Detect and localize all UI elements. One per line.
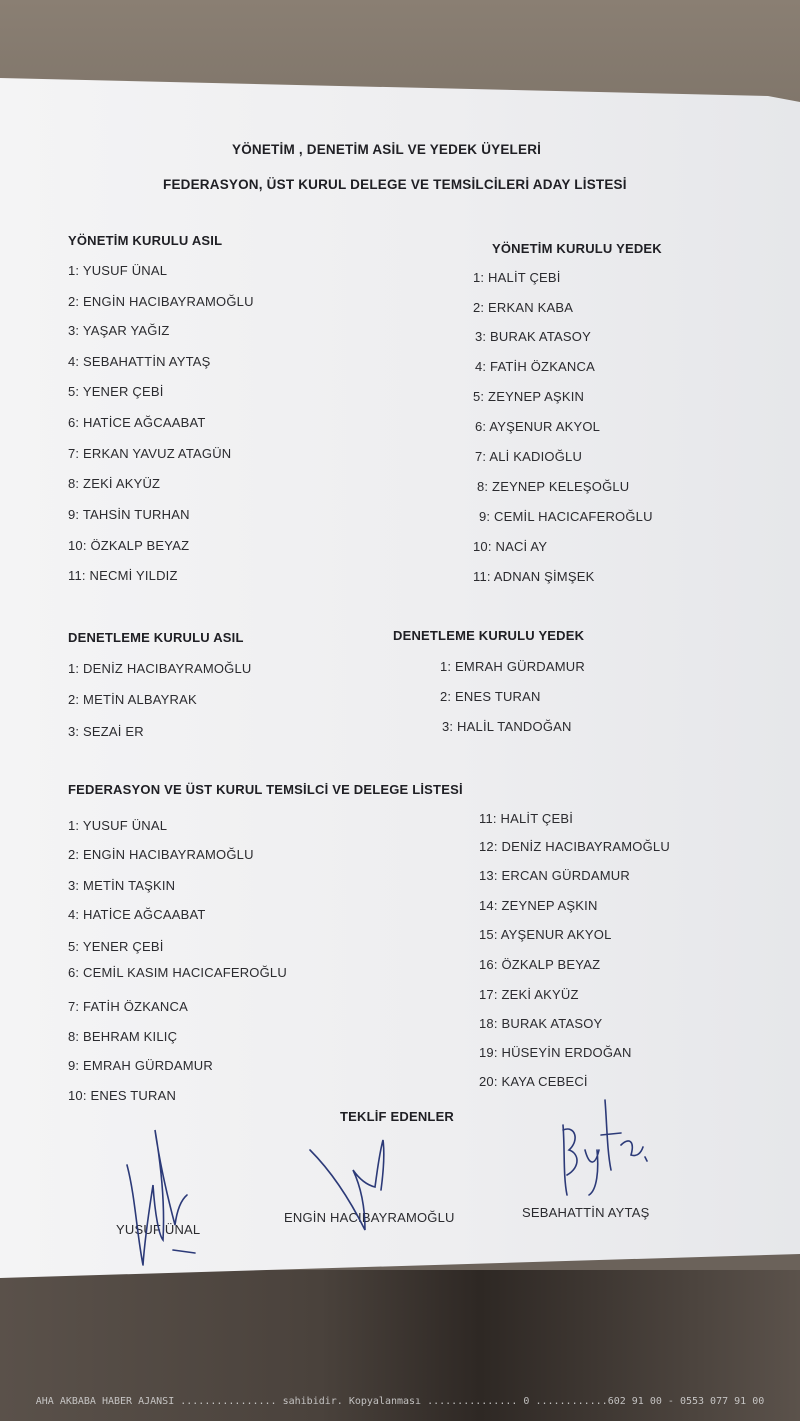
list-item: 2: METİN ALBAYRAK bbox=[68, 692, 197, 707]
list-item: 2: ENES TURAN bbox=[440, 689, 541, 704]
watermark: AHA AKBABA HABER AJANSI ................ sahibidir. Kopyalanması ............... 0 ............602 91 00 - 0553 077 91 00 bbox=[35, 1396, 765, 1407]
list-item: 8: ZEKİ AKYÜZ bbox=[68, 476, 161, 491]
section-heading-denetleme-yedek: DENETLEME KURULU YEDEK bbox=[393, 628, 585, 643]
list-item: 9: CEMİL HACICAFEROĞLU bbox=[479, 509, 653, 524]
list-item: 1: HALİT ÇEBİ bbox=[473, 270, 561, 285]
list-item: 5: YENER ÇEBİ bbox=[68, 939, 164, 954]
list-item: 6: CEMİL KASIM HACICAFEROĞLU bbox=[68, 965, 287, 980]
list-item: 3: HALİL TANDOĞAN bbox=[442, 719, 572, 734]
section-heading-yonetim-yedek: YÖNETİM KURULU YEDEK bbox=[492, 241, 662, 256]
signatory-name-1: YUSUF ÜNAL bbox=[116, 1222, 201, 1237]
signatures-heading: TEKLİF EDENLER bbox=[340, 1109, 455, 1124]
list-item: 6: HATİCE AĞCAABAT bbox=[68, 415, 206, 430]
list-item: 20: KAYA CEBECİ bbox=[479, 1074, 588, 1089]
section-heading-federasyon: FEDERASYON VE ÜST KURUL TEMSİLCİ VE DELEGE LİSTESİ bbox=[68, 782, 463, 797]
list-item: 5: ZEYNEP AŞKIN bbox=[473, 389, 585, 404]
list-item: 14: ZEYNEP AŞKIN bbox=[479, 898, 598, 913]
list-item: 3: SEZAİ ER bbox=[68, 724, 144, 739]
list-item: 3: BURAK ATASOY bbox=[475, 329, 591, 344]
page-title: YÖNETİM , DENETİM ASİL VE YEDEK ÜYELERİ bbox=[232, 142, 542, 157]
list-item: 11: HALİT ÇEBİ bbox=[479, 811, 574, 826]
signature-2-icon bbox=[305, 1135, 415, 1245]
list-item: 4: SEBAHATTİN AYTAŞ bbox=[68, 354, 211, 369]
list-item: 19: HÜSEYİN ERDOĞAN bbox=[479, 1045, 632, 1060]
list-item: 2: ENGİN HACIBAYRAMOĞLU bbox=[68, 294, 254, 309]
signature-1-icon bbox=[115, 1125, 225, 1275]
list-item: 7: FATİH ÖZKANCA bbox=[68, 999, 188, 1014]
list-item: 12: DENİZ HACIBAYRAMOĞLU bbox=[479, 839, 670, 854]
list-item: 9: TAHSİN TURHAN bbox=[68, 507, 190, 522]
list-item: 2: ENGİN HACIBAYRAMOĞLU bbox=[68, 847, 254, 862]
page-subtitle: FEDERASYON, ÜST KURUL DELEGE VE TEMSİLCİLERİ ADAY LİSTESİ bbox=[163, 177, 627, 192]
list-item: 10: ÖZKALP BEYAZ bbox=[68, 538, 190, 553]
list-item: 1: DENİZ HACIBAYRAMOĞLU bbox=[68, 661, 252, 676]
list-item: 4: FATİH ÖZKANCA bbox=[475, 359, 595, 374]
list-item: 4: HATİCE AĞCAABAT bbox=[68, 907, 206, 922]
list-item: 10: ENES TURAN bbox=[68, 1088, 177, 1103]
list-item: 18: BURAK ATASOY bbox=[479, 1016, 603, 1031]
list-item: 6: AYŞENUR AKYOL bbox=[475, 419, 601, 434]
list-item: 5: YENER ÇEBİ bbox=[68, 384, 164, 399]
list-item: 1: YUSUF ÜNAL bbox=[68, 263, 168, 278]
list-item: 16: ÖZKALP BEYAZ bbox=[479, 957, 601, 972]
signatory-name-3: SEBAHATTİN AYTAŞ bbox=[522, 1205, 650, 1220]
list-item: 17: ZEKİ AKYÜZ bbox=[479, 987, 579, 1002]
list-item: 1: YUSUF ÜNAL bbox=[68, 818, 168, 833]
list-item: 7: ERKAN YAVUZ ATAGÜN bbox=[68, 446, 232, 461]
list-item: 2: ERKAN KABA bbox=[473, 300, 574, 315]
list-item: 15: AYŞENUR AKYOL bbox=[479, 927, 612, 942]
list-item: 3: YAŞAR YAĞIZ bbox=[68, 323, 170, 338]
section-heading-denetleme-asil: DENETLEME KURULU ASIL bbox=[68, 630, 244, 645]
list-item: 11: ADNAN ŞİMŞEK bbox=[473, 569, 595, 584]
signatory-name-2: ENGİN HACIBAYRAMOĞLU bbox=[284, 1210, 455, 1225]
list-item: 3: METİN TAŞKIN bbox=[68, 878, 176, 893]
section-heading-yonetim-asil: YÖNETİM KURULU ASIL bbox=[68, 233, 223, 248]
list-item: 8: ZEYNEP KELEŞOĞLU bbox=[477, 479, 630, 494]
list-item: 7: ALİ KADIOĞLU bbox=[475, 449, 583, 464]
list-item: 8: BEHRAM KILIÇ bbox=[68, 1029, 178, 1044]
list-item: 1: EMRAH GÜRDAMUR bbox=[440, 659, 585, 674]
list-item: 11: NECMİ YILDIZ bbox=[68, 568, 178, 583]
list-item: 9: EMRAH GÜRDAMUR bbox=[68, 1058, 213, 1073]
list-item: 10: NACİ AY bbox=[473, 539, 548, 554]
list-item: 13: ERCAN GÜRDAMUR bbox=[479, 868, 630, 883]
signature-3-icon bbox=[555, 1095, 655, 1205]
